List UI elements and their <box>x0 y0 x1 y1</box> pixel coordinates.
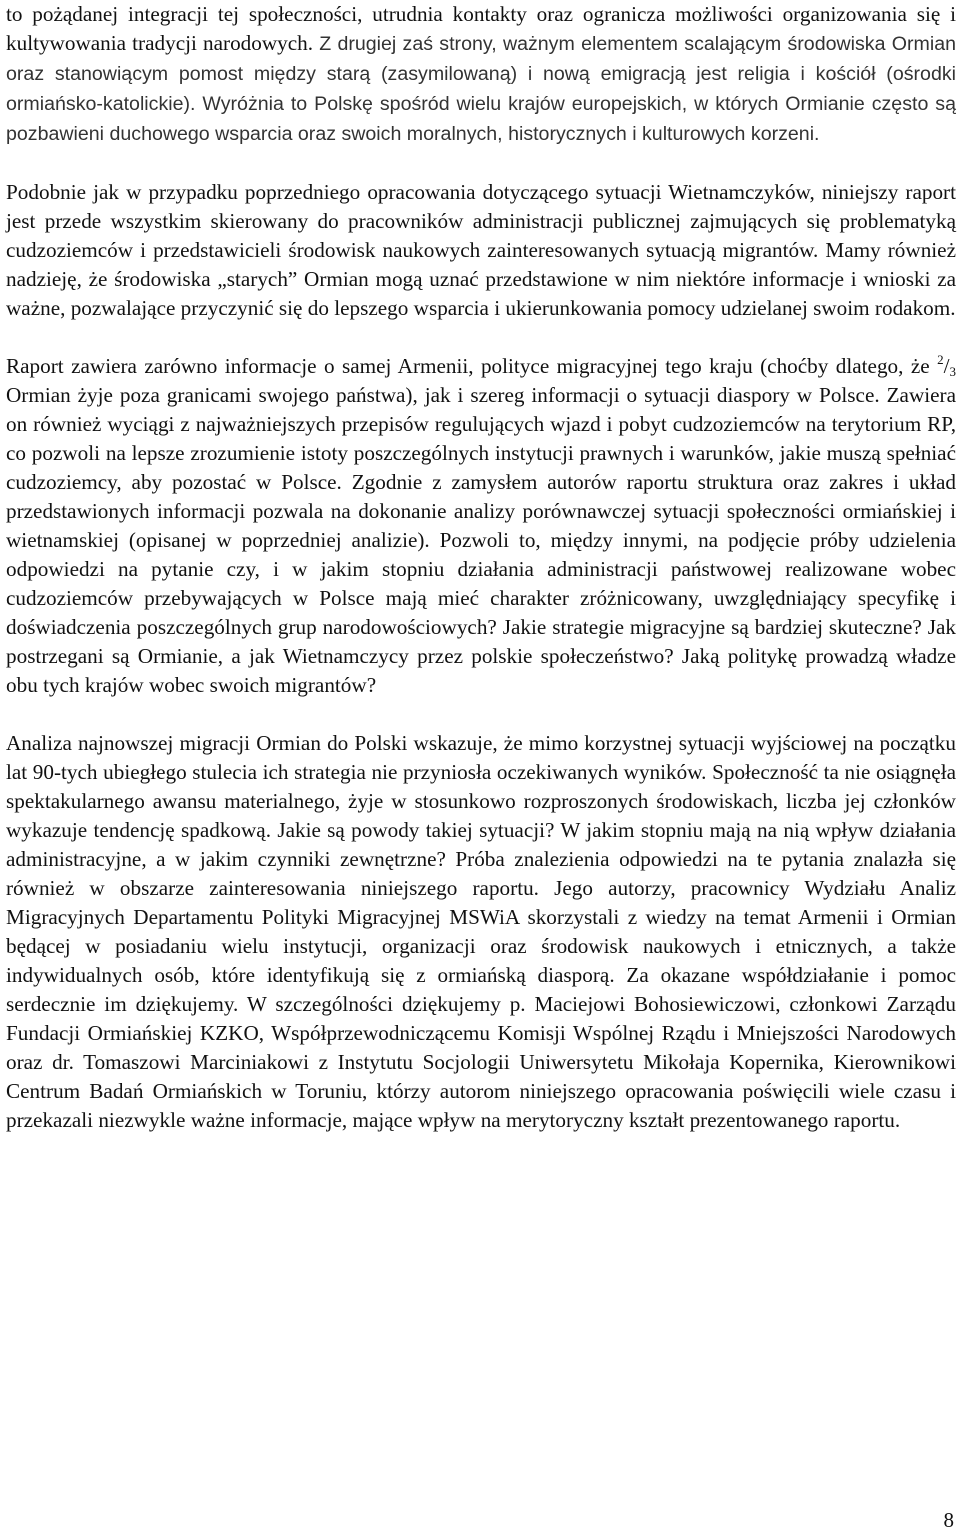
paragraph-1-part-b: Z drugiej zaś strony, ważnym elementem scalającym środowiska Ormian oraz stanowiącym pomost między starą (zasymilowaną) i nową emigracją jest religia i kościół (ośrodki ormiańsko-katolickie). Wyróżnia to Polskę spośród wielu krajów europejskich, w których Ormianie często są pozbawieni duchowego wsparcia oraz swoich moralnych, historycznych i kulturowych korzeni. <box>6 33 957 145</box>
paragraph-2-part-b: Mamy również nadzieję, że środowiska „starych” Ormian mogą uznać przedstawione w nim niektóre informacje i wnioski za ważne, pozwalające przyczynić się do lepszego wsparcia i ukierunkowania pomocy udzielanej swoim rodakom. <box>6 238 956 320</box>
paragraph-4-part-a: Analiza najnowszej migracji Ormian do Polski wskazuje, że mimo korzystnej sytuacji wyjściowej na początku lat 90-tych ubiegłego stulecia ich strategia nie przyniosła oczekiwanych wyników. <box>6 731 956 784</box>
paragraph-3-part-e: Pozwoli to, między innymi, na podjęcie próby udzielenia odpowiedzi na pytanie czy, i w jakim stopniu działania administracji państwowej realizowane wobec cudzoziemców przebywających w Polsce mają mieć charakter zróżnicowany, uwzględniający specyfikę i doświadczenia poszczególnych grup narodowościowych? Jakie strategie migracyjne są bardziej skuteczne? Jak postrzegani są Ormianie, a jak Wietnamczycy przez polskie społeczeństwo? Jaką politykę prowadzą władze obu tych krajów wobec swoich migrantów? <box>6 528 956 697</box>
paragraph-4 <box>6 729 956 1135</box>
paragraph-4-part-c: Jego autorzy, pracownicy Wydziału Analiz Migracyjnych Departamentu Polityki Migracyjnej MSWiA skorzystali z wiedzy na temat Armenii i Ormian będącej w posiadaniu wielu instytucji, organizacji oraz środowisk naukowych i etnicznych, a także indywidualnych osób, które identyfikują się z ormiańską diasporą. <box>6 876 956 987</box>
paragraph-4-part-b: Społeczność ta nie osiągnęła spektakularnego awansu materialnego, żyje w stosunkowo rozproszonych środowiskach, liczba jej członków wykazuje tendencję spadkową. Jakie są powody takiej sytuacji? W jakim stopniu mają na nią wpływ działania administracyjne, a w jakim czynniki zewnętrzne? Próba znalezienia odpowiedzi na te pytania znalazła się również w obszarze zainteresowania niniejszego raportu. <box>6 760 956 900</box>
document-page <box>6 0 956 1135</box>
paragraph-3-part-d: Zgodnie z zamysłem autorów raportu struktura oraz zakres i układ przedstawionych informacji pozwala na dokonanie analizy porównawczej sytuacji społeczności ormiańskiej i wietnamskiej (opisanej w poprzedniej analizie). <box>6 470 956 552</box>
paragraph-3: Raport zawiera zarówno informacje o samej Armenii, polityce migracyjnej tego kraju (choćby dlatego, że $^2$/3 Ormian żyje poza granicami swojego państwa), jak i szereg informacji o sytuacji diaspory w Polsce. Zawiera on również wyciągi z najważniejszych przepisów regulujących wjazd i pobyt cudzoziemców na terytorium RP, co pozwoli na lepsze zrozumienie istoty poszczególnych instytucji prawnych i warunków, jakie muszą spełniać cudzoziemcy, aby pozostać w Polsce. Zgodnie z zamysłem autorów raportu struktura oraz zakres i układ przedstawionych informacji pozwala na dokonanie analizy porównawczej sytuacji społeczności ormiańskiej i wietnamskiej (opisanej w poprzedniej analizie). Pozwoli to, między innymi, na podjęcie próby udzielenia odpowiedzi na pytanie czy, i w jakim stopniu działania administracji państwowej realizowane wobec cudzoziemców przebywających w Polsce mają mieć charakter zróżnicowany, uwzględniający specyfikę i doświadczenia poszczególnych grup narodowościowych? Jakie strategie migracyjne są bardziej skuteczne? Jak postrzegani są Ormianie, a jak Wietnamczycy przez polskie społeczeństwo? Jaką politykę prowadzą władze obu tych krajów wobec swoich migrantów? <box>6 352 956 697</box>
paragraph-3-part-c: Zawiera on również wyciągi z najważniejszych przepisów regulujących wjazd i pobyt cudzoziemców na terytorium RP, co pozwoli na lepsze zrozumienie istoty poszczególnych instytucji prawnych i warunków, jakie muszą spełniać cudzoziemcy, aby pozostać w Polsce. <box>6 383 956 494</box>
paragraph-1 <box>6 0 956 149</box>
page-number: 8 <box>943 1508 954 1532</box>
fraction-denominator: 3 <box>949 364 956 379</box>
fraction-numerator: 2 <box>937 352 944 367</box>
paragraph-4-part-d: Za okazane współdziałanie i pomoc serdecznie im dziękujemy. W szczególności dziękujemy p. Maciejowi Bohosiewiczowi, członkowi Zarządu Fundacji Ormiańskiej KZKO, Współprzewodniczącemu Komisji Wspólnej Rządu i Mniejszości Narodowych oraz dr. Tomaszowi Marciniakowi z Instytutu Socjologii Uniwersytetu Mikołaja Kopernika, Kierownikowi Centrum Badań Ormiańskich w Toruniu, którzy autorom niniejszego opracowania poświęcili wiele czasu i przekazali niezwykle ważne informacje, mające wpływ na merytoryczny kształt prezentowanego raportu. <box>6 963 956 1132</box>
paragraph-1-part-a: to pożądanej integracji tej społeczności, utrudnia kontakty oraz ogranicza możliwości organizowania się i kultywowania tradycji narodowych. <box>6 2 956 55</box>
paragraph-2-part-a: Podobnie jak w przypadku poprzedniego opracowania dotyczącego sytuacji Wietnamczyków, niniejszy raport jest przede wszystkim skierowany do pracowników administracji publicznej zajmujących się problematyką cudzoziemców i przedstawicieli środowisk naukowych zainteresowanych sytuacją migrantów. <box>6 180 956 262</box>
paragraph-3-part-b: Ormian żyje poza granicami swojego państwa), jak i szereg informacji o sytuacji diaspory w Polsce. <box>6 383 887 407</box>
paragraph-2 <box>6 178 956 323</box>
paragraph-3-part-a: Raport zawiera zarówno informacje o samej Armenii, polityce migracyjnej tego kraju (choćby dlatego, że <box>6 354 938 378</box>
